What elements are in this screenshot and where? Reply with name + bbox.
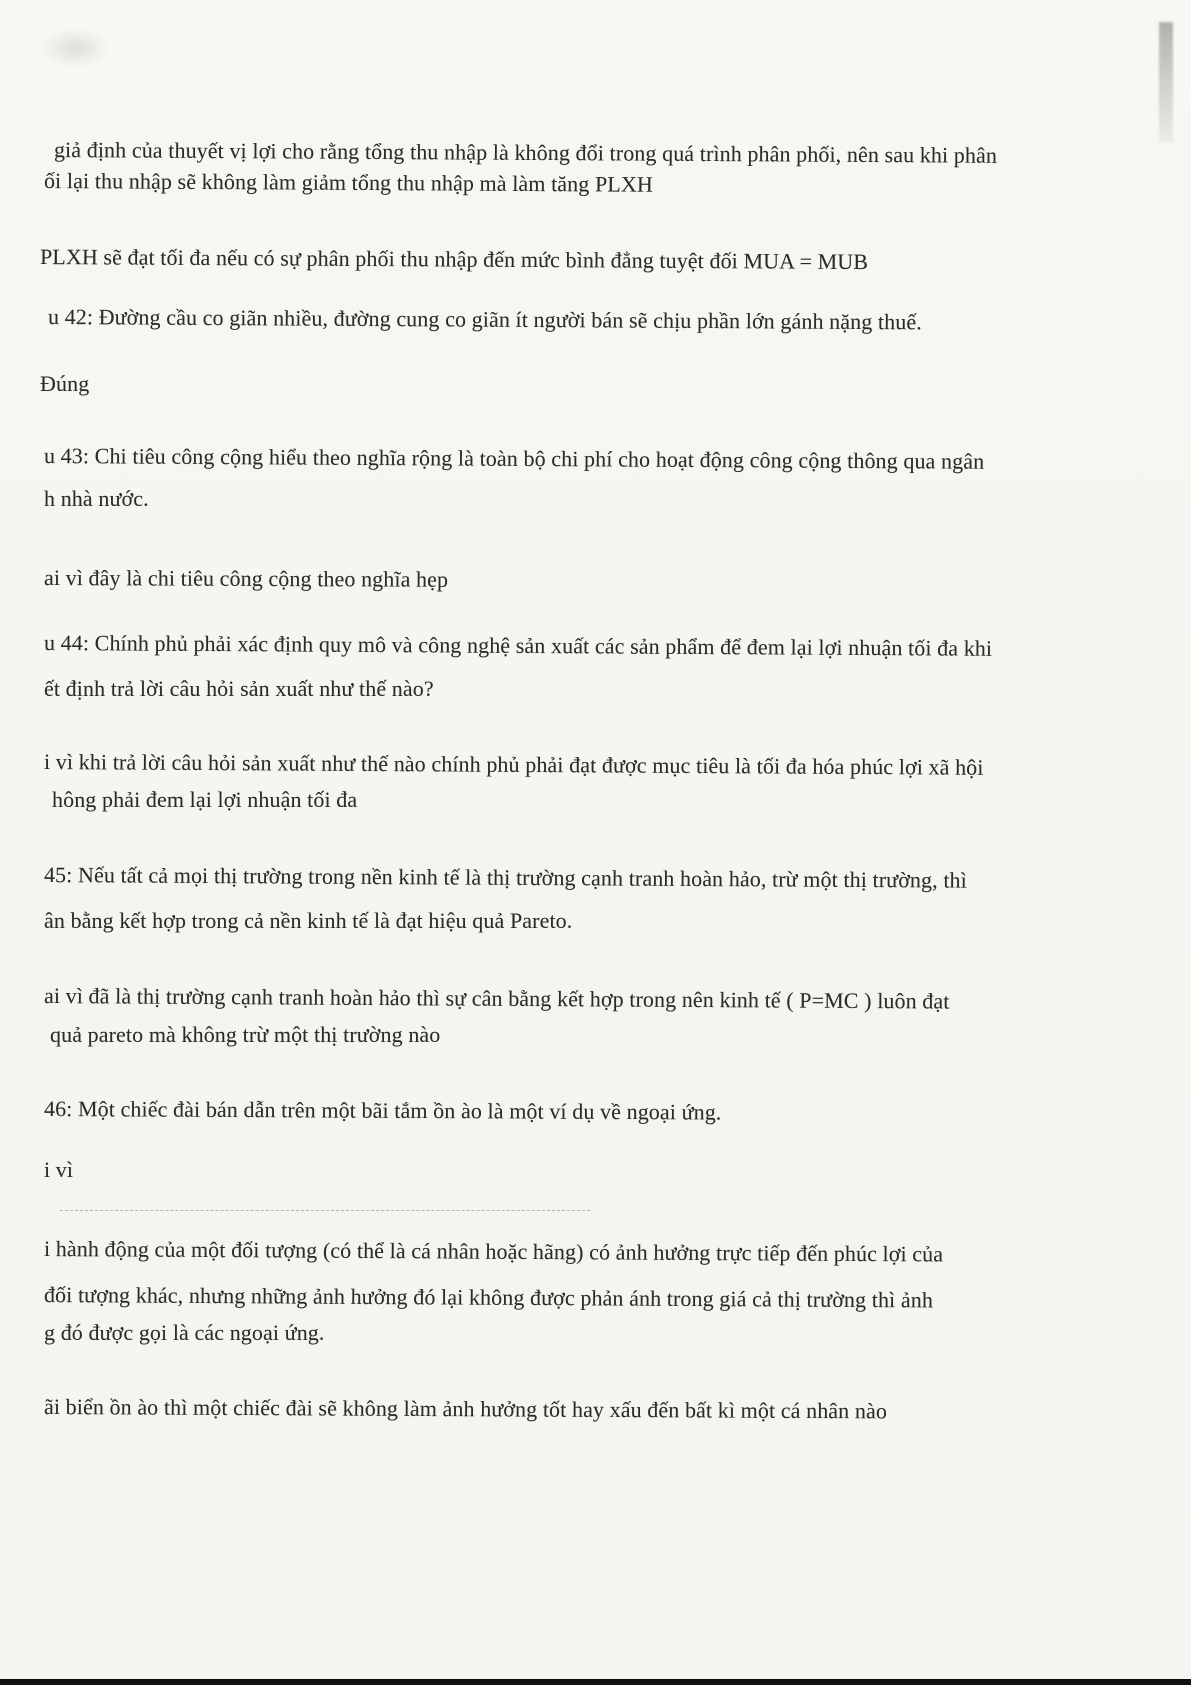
answer-46-line-1: i hành động của một đối tượng (có thể là cá nhân hoặc hãng) có ảnh hưởng trực tiếp đến phúc lợi của xyxy=(43,1236,944,1267)
answer-46-label: i vì xyxy=(44,1157,74,1182)
text-line-2: ối lại thu nhập sẽ không làm giảm tổng thu nhập mà làm tăng PLXH xyxy=(43,168,653,197)
scan-bottom-edge xyxy=(0,1679,1191,1685)
question-45-line-1: 45: Nếu tất cả mọi thị trường trong nền kinh tế là thị trường cạnh tranh hoàn hảo, trừ một thị trường, thì xyxy=(43,862,967,893)
answer-45-line-2: quả pareto mà không trừ một thị trường nào xyxy=(50,1022,441,1047)
answer-46-line-3: g đó được gọi là các ngoại ứng. xyxy=(44,1320,325,1345)
answer-44-line-2: hông phải đem lại lợi nhuận tối đa xyxy=(52,787,358,812)
question-45-line-2: ân bằng kết hợp trong cả nền kinh tế là đạt hiệu quả Pareto. xyxy=(44,908,573,933)
question-43-line-2: h nhà nước. xyxy=(44,486,149,511)
question-44-line-1: u 44: Chính phủ phải xác định quy mô và công nghệ sản xuất các sản phẩm để đem lại lợi nhuận tối đa khi xyxy=(43,630,993,661)
answer-46-line-2: đối tượng khác, nhưng những ảnh hưởng đó lại không được phản ánh trong giá cả thị trường thì ảnh xyxy=(43,1282,934,1313)
answer-42: Đúng xyxy=(40,371,90,396)
text-line-1: giả định của thuyết vị lợi cho rằng tổng thu nhập là không đổi trong quá trình phân phối, nên sau khi phân xyxy=(53,137,998,168)
answer-43: ai vì đây là chi tiêu công cộng theo nghĩa hẹp xyxy=(43,565,449,592)
scan-edge-mark xyxy=(1159,22,1173,142)
answer-44-line-1: i vì khi trả lời câu hỏi sản xuất như thế nào chính phủ phải đạt được mục tiêu là tối đa hóa phúc lợi xã hội xyxy=(43,749,984,780)
divider xyxy=(60,1210,590,1211)
question-43-line-1: u 43: Chi tiêu công cộng hiểu theo nghĩa rộng là toàn bộ chi phí cho hoạt động công cộng thông qua ngân xyxy=(43,443,985,474)
answer-45-line-1: ai vì đã là thị trường cạnh tranh hoàn hảo thì sự cân bằng kết hợp trong nên kinh tế ( P=MC ) luôn đạt xyxy=(43,983,950,1014)
text-line-3: PLXH sẽ đạt tối đa nếu có sự phân phối thu nhập đến mức bình đẳng tuyệt đối MUA = MUB xyxy=(39,244,869,275)
scan-artifact xyxy=(40,28,110,68)
question-46: 46: Một chiếc đài bán dẫn trên một bãi tắm ồn ào là một ví dụ về ngoại ứng. xyxy=(43,1096,722,1125)
question-42: u 42: Đường cầu co giãn nhiều, đường cung co giãn ít người bán sẽ chịu phần lớn gánh nặng thuế. xyxy=(47,304,922,335)
question-44-line-2: ết định trả lời câu hỏi sản xuất như thế nào? xyxy=(44,676,434,701)
answer-46-line-4: ãi biển ồn ào thì một chiếc đài sẽ không làm ảnh hưởng tốt hay xấu đến bất kì một cá nhân nào xyxy=(43,1394,888,1424)
